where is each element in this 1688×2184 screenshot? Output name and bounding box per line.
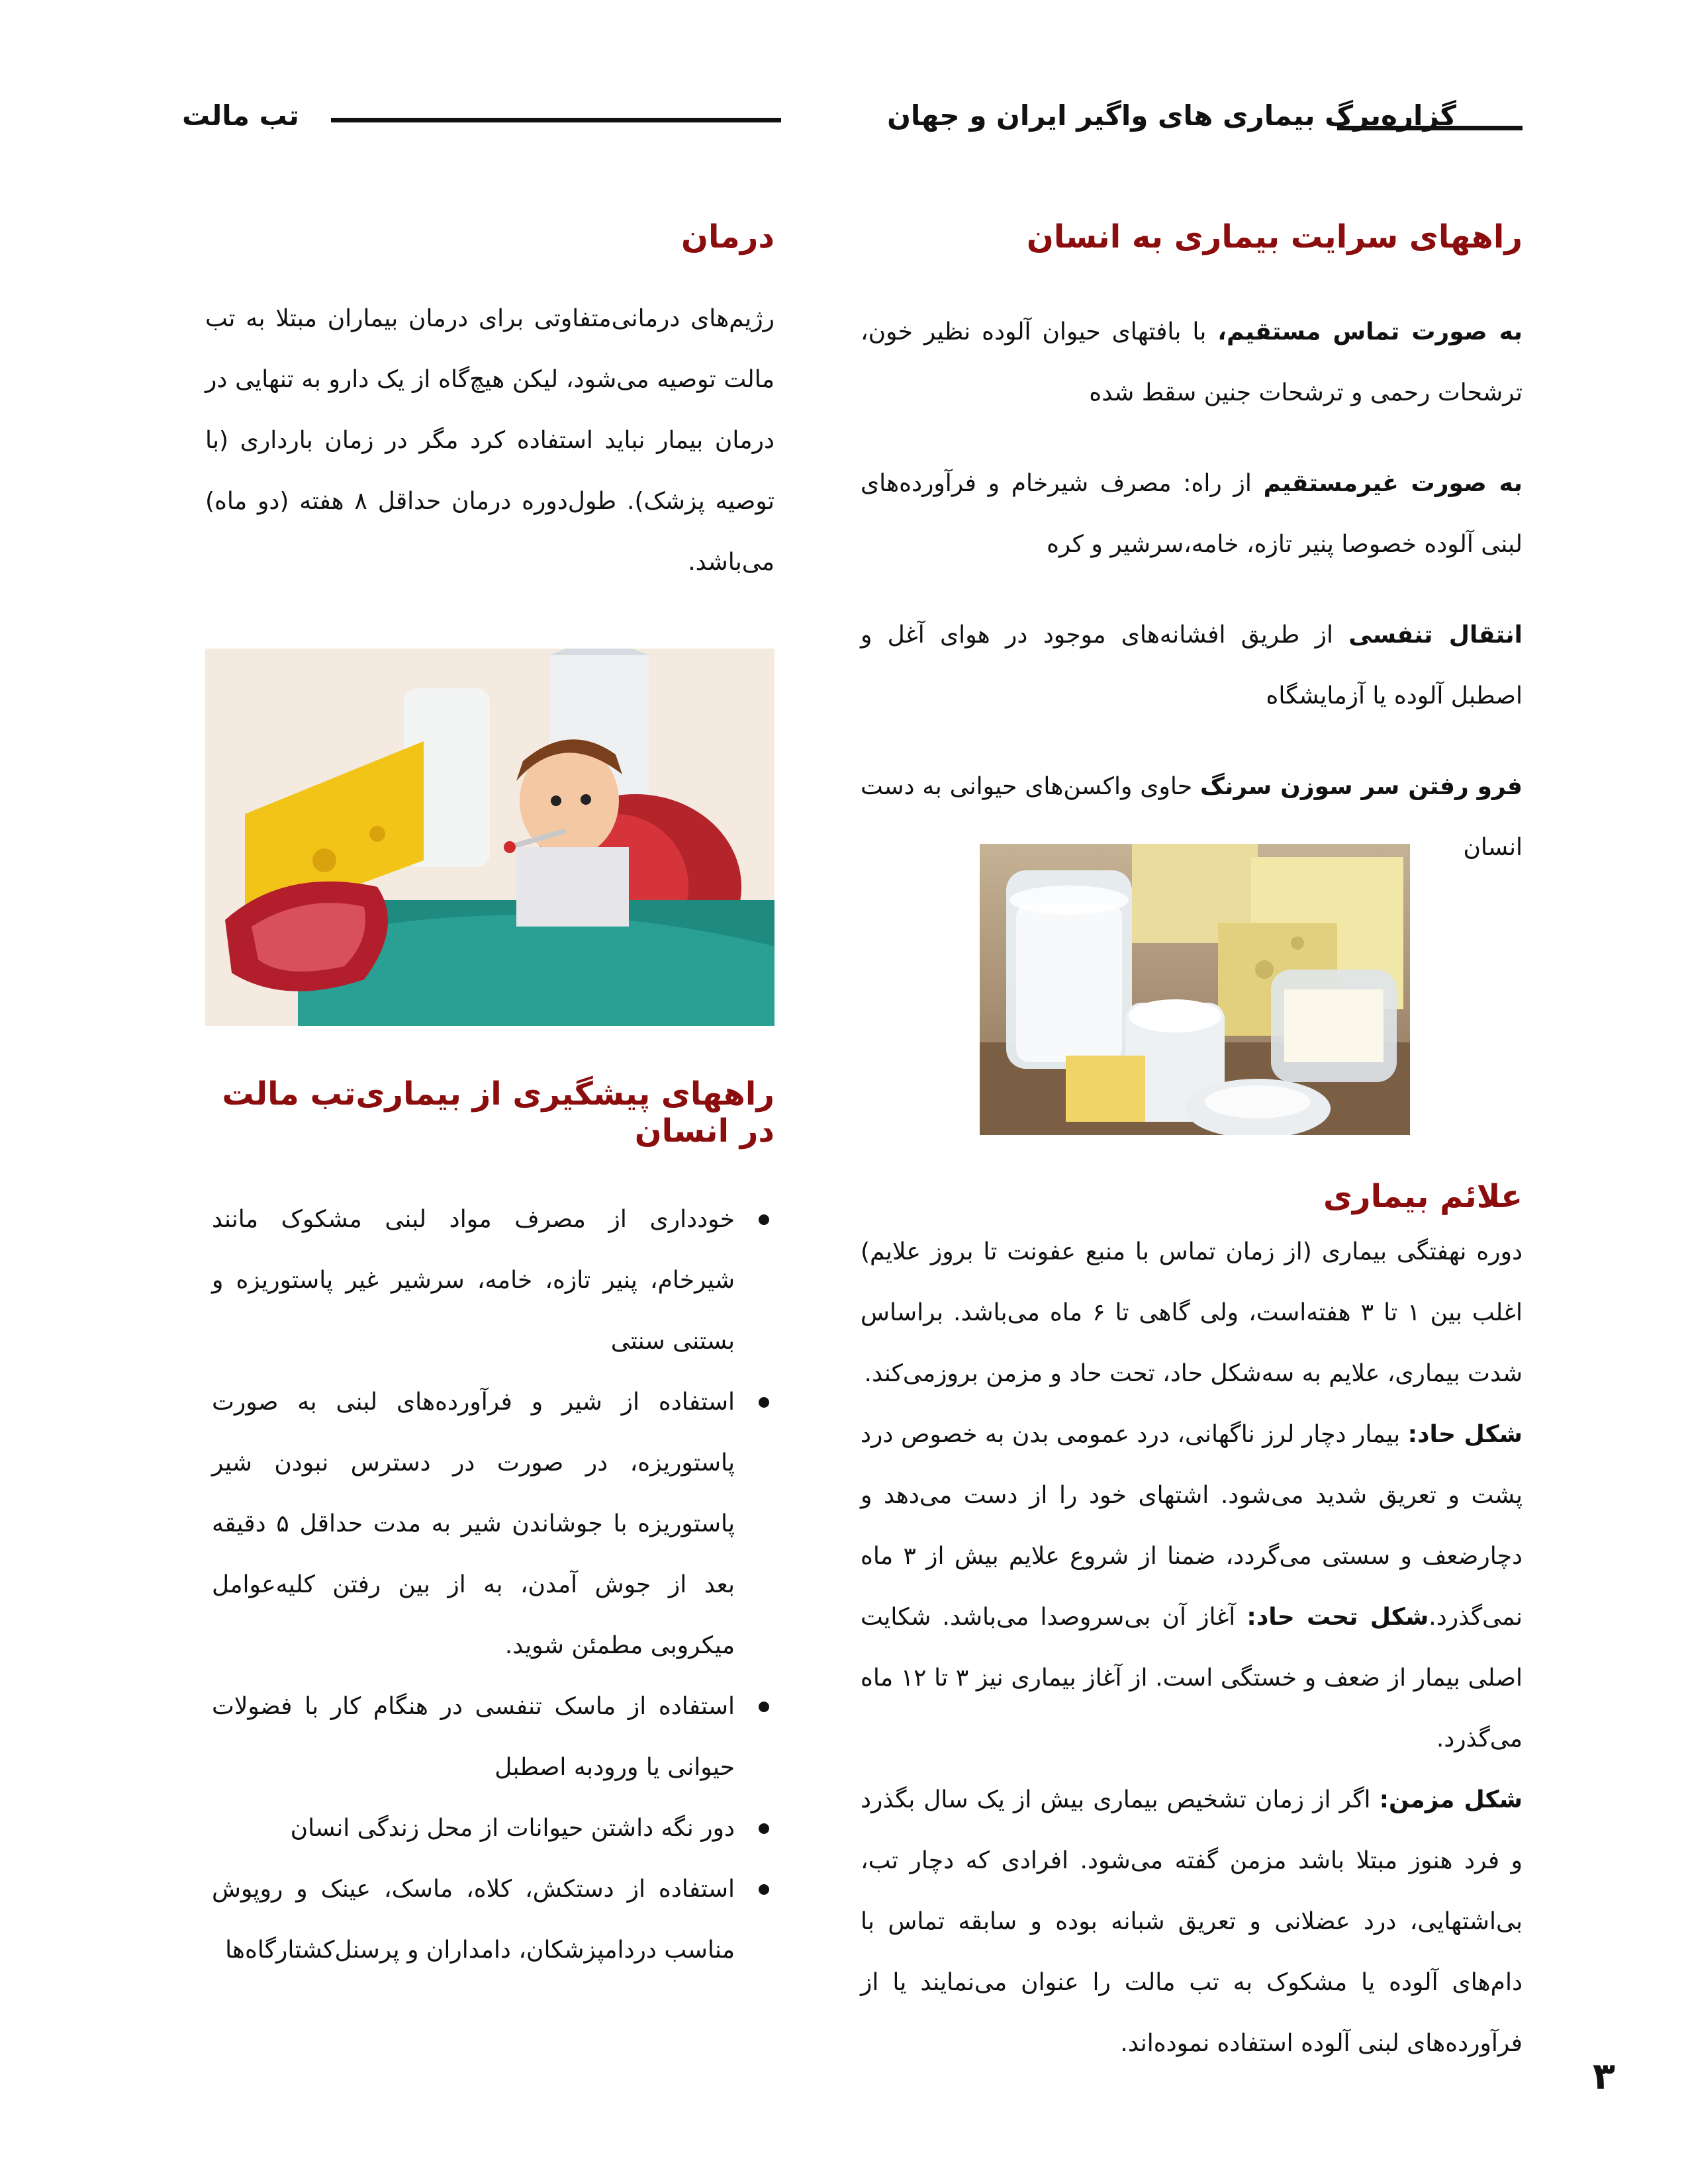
page-number: ۳ <box>1592 2055 1615 2098</box>
transmission-item-4: فرو رفتن سر سوزن سرنگ حاوی واکسن‌های حیوانی به دست انسان <box>861 773 1523 861</box>
newsletter-title: گزاره‌برگ بیماری های واگیر ایران و جهان <box>887 99 1456 132</box>
symptoms-heading: علائم بیماری <box>1323 1178 1523 1215</box>
dairy-illustration <box>980 844 1410 1135</box>
sick-patient-image <box>205 649 774 1026</box>
symptoms-section <box>861 1178 1523 2074</box>
prevention-item: استفاده از دستکش، کلاه، ماسک، عینک و روپوش مناسب دردامپزشکان، دامداران و پرسنل‌کشتارگاه‌ها <box>212 1859 735 1981</box>
prevention-item: دور نگه داشتن حیوانات از محل زندگی انسان <box>212 1798 735 1859</box>
transmission-heading: راههای سرایت بیماری به انسان <box>1026 218 1523 255</box>
symptoms-chronic: شکل مزمن: اگر از زمان تشخیص بیماری بیش از یک سال بگذرد و فرد هنوز مبتلا باشد مزمن گفته می‌شود. افرادی که دچار تب، بی‌اشتهایی، درد عضلانی و تعریق شبانه بوده و سابقه تماس با دام‌های آلوده یا مشکوک به تب مالت را عنوان می‌نمایند یا از فرآورده‌های لبنی آلوده استفاده نموده‌اند. <box>861 1786 1523 2057</box>
transmission-item-1: به صورت تماس مستقیم، با بافتهای حیوان آلوده نظیر خون، ترشحات رحمی و ترشحات جنین سقط شده <box>861 318 1523 406</box>
prevention-item: استفاده از ماسک تنفسی در هنگام کار با فضولات حیوانی یا ورودبه اصطبل <box>212 1676 735 1798</box>
prevention-section <box>205 1075 774 1981</box>
dairy-products-image <box>980 844 1410 1135</box>
prevention-item: استفاده از شیر و فرآورده‌های لبنی به صورت پاستوریزه، در صورت در دسترس نبودن شیر پاستوریزه با جوشاندن شیر به مدت حداقل ۵ دقیقه بعد از جوش آمدن، به از بین رفتن کلیه‌عوامل میکروبی مطمئن شوید. <box>212 1372 735 1676</box>
treatment-heading: درمان <box>681 218 774 255</box>
transmission-item-3: انتقال تنفسی از طریق افشانه‌های موجود در هوای آغل و اصطبل آلوده یا آزمایشگاه <box>861 621 1523 709</box>
symptoms-intro: دوره نهفتگی بیماری (از زمان تماس با منبع عفونت تا بروز علایم) اغلب بین ۱ تا ۳ هفته‌است، ولی گاهی تا ۶ ماه می‌باشد. براساس شدت بیماری، علایم به سه‌شکل حاد، تحت حاد و مزمن بروزمی‌کند. <box>861 1238 1523 1387</box>
transmission-item-2: به صورت غیرمستقیم از راه: مصرف شیرخام و فرآورده‌های لبنی آلوده خصوصا پنیر تازه، خامه،سرشیر و کره <box>861 470 1523 558</box>
patient-illustration <box>205 649 774 1026</box>
prevention-list <box>212 1189 774 1981</box>
symptoms-acute-subacute: شکل حاد: بیمار دچار لرز ناگهانی، درد عمومی بدن به خصوص درد پشت و تعریق شدید می‌شود. اشتهای خود را از دست می‌دهد و دچارضعف و سستی می‌گردد، ضمنا از شروع علایم بیش از ۳ ماه نمی‌گذرد.شکل تحت حاد: آغاز آن بی‌سروصدا می‌باشد. شکایت اصلی بیمار از ضعف و خستگی است. از آغاز بیماری نیز ۳ تا ۱۲ ماه می‌گذرد. <box>861 1421 1523 1752</box>
prevention-heading: راههای پیشگیری از بیماری‌تب مالت در انسان <box>222 1075 774 1150</box>
left-column <box>205 218 774 593</box>
right-column <box>861 218 1523 878</box>
treatment-text: رژیم‌های درمانی‌متفاوتی برای درمان بیماران مبتلا به تب مالت توصیه می‌شود، لیکن هیچ‌گاه از یک دارو به تنهایی در درمان بیمار نباید استفاده کرد مگر در زمان بارداری (با توصیه پزشک). طول‌دوره درمان حداقل ۸ هفته (دو ماه) می‌باشد. <box>205 305 774 576</box>
prevention-item: خودداری از مصرف مواد لبنی مشکوک مانند شیرخام، پنیر تازه، خامه، سرشیر غیر پاستوریزه و بستنی سنتی <box>212 1189 735 1372</box>
topic-title: تب مالت <box>182 99 299 132</box>
header-rule-middle <box>331 118 781 122</box>
